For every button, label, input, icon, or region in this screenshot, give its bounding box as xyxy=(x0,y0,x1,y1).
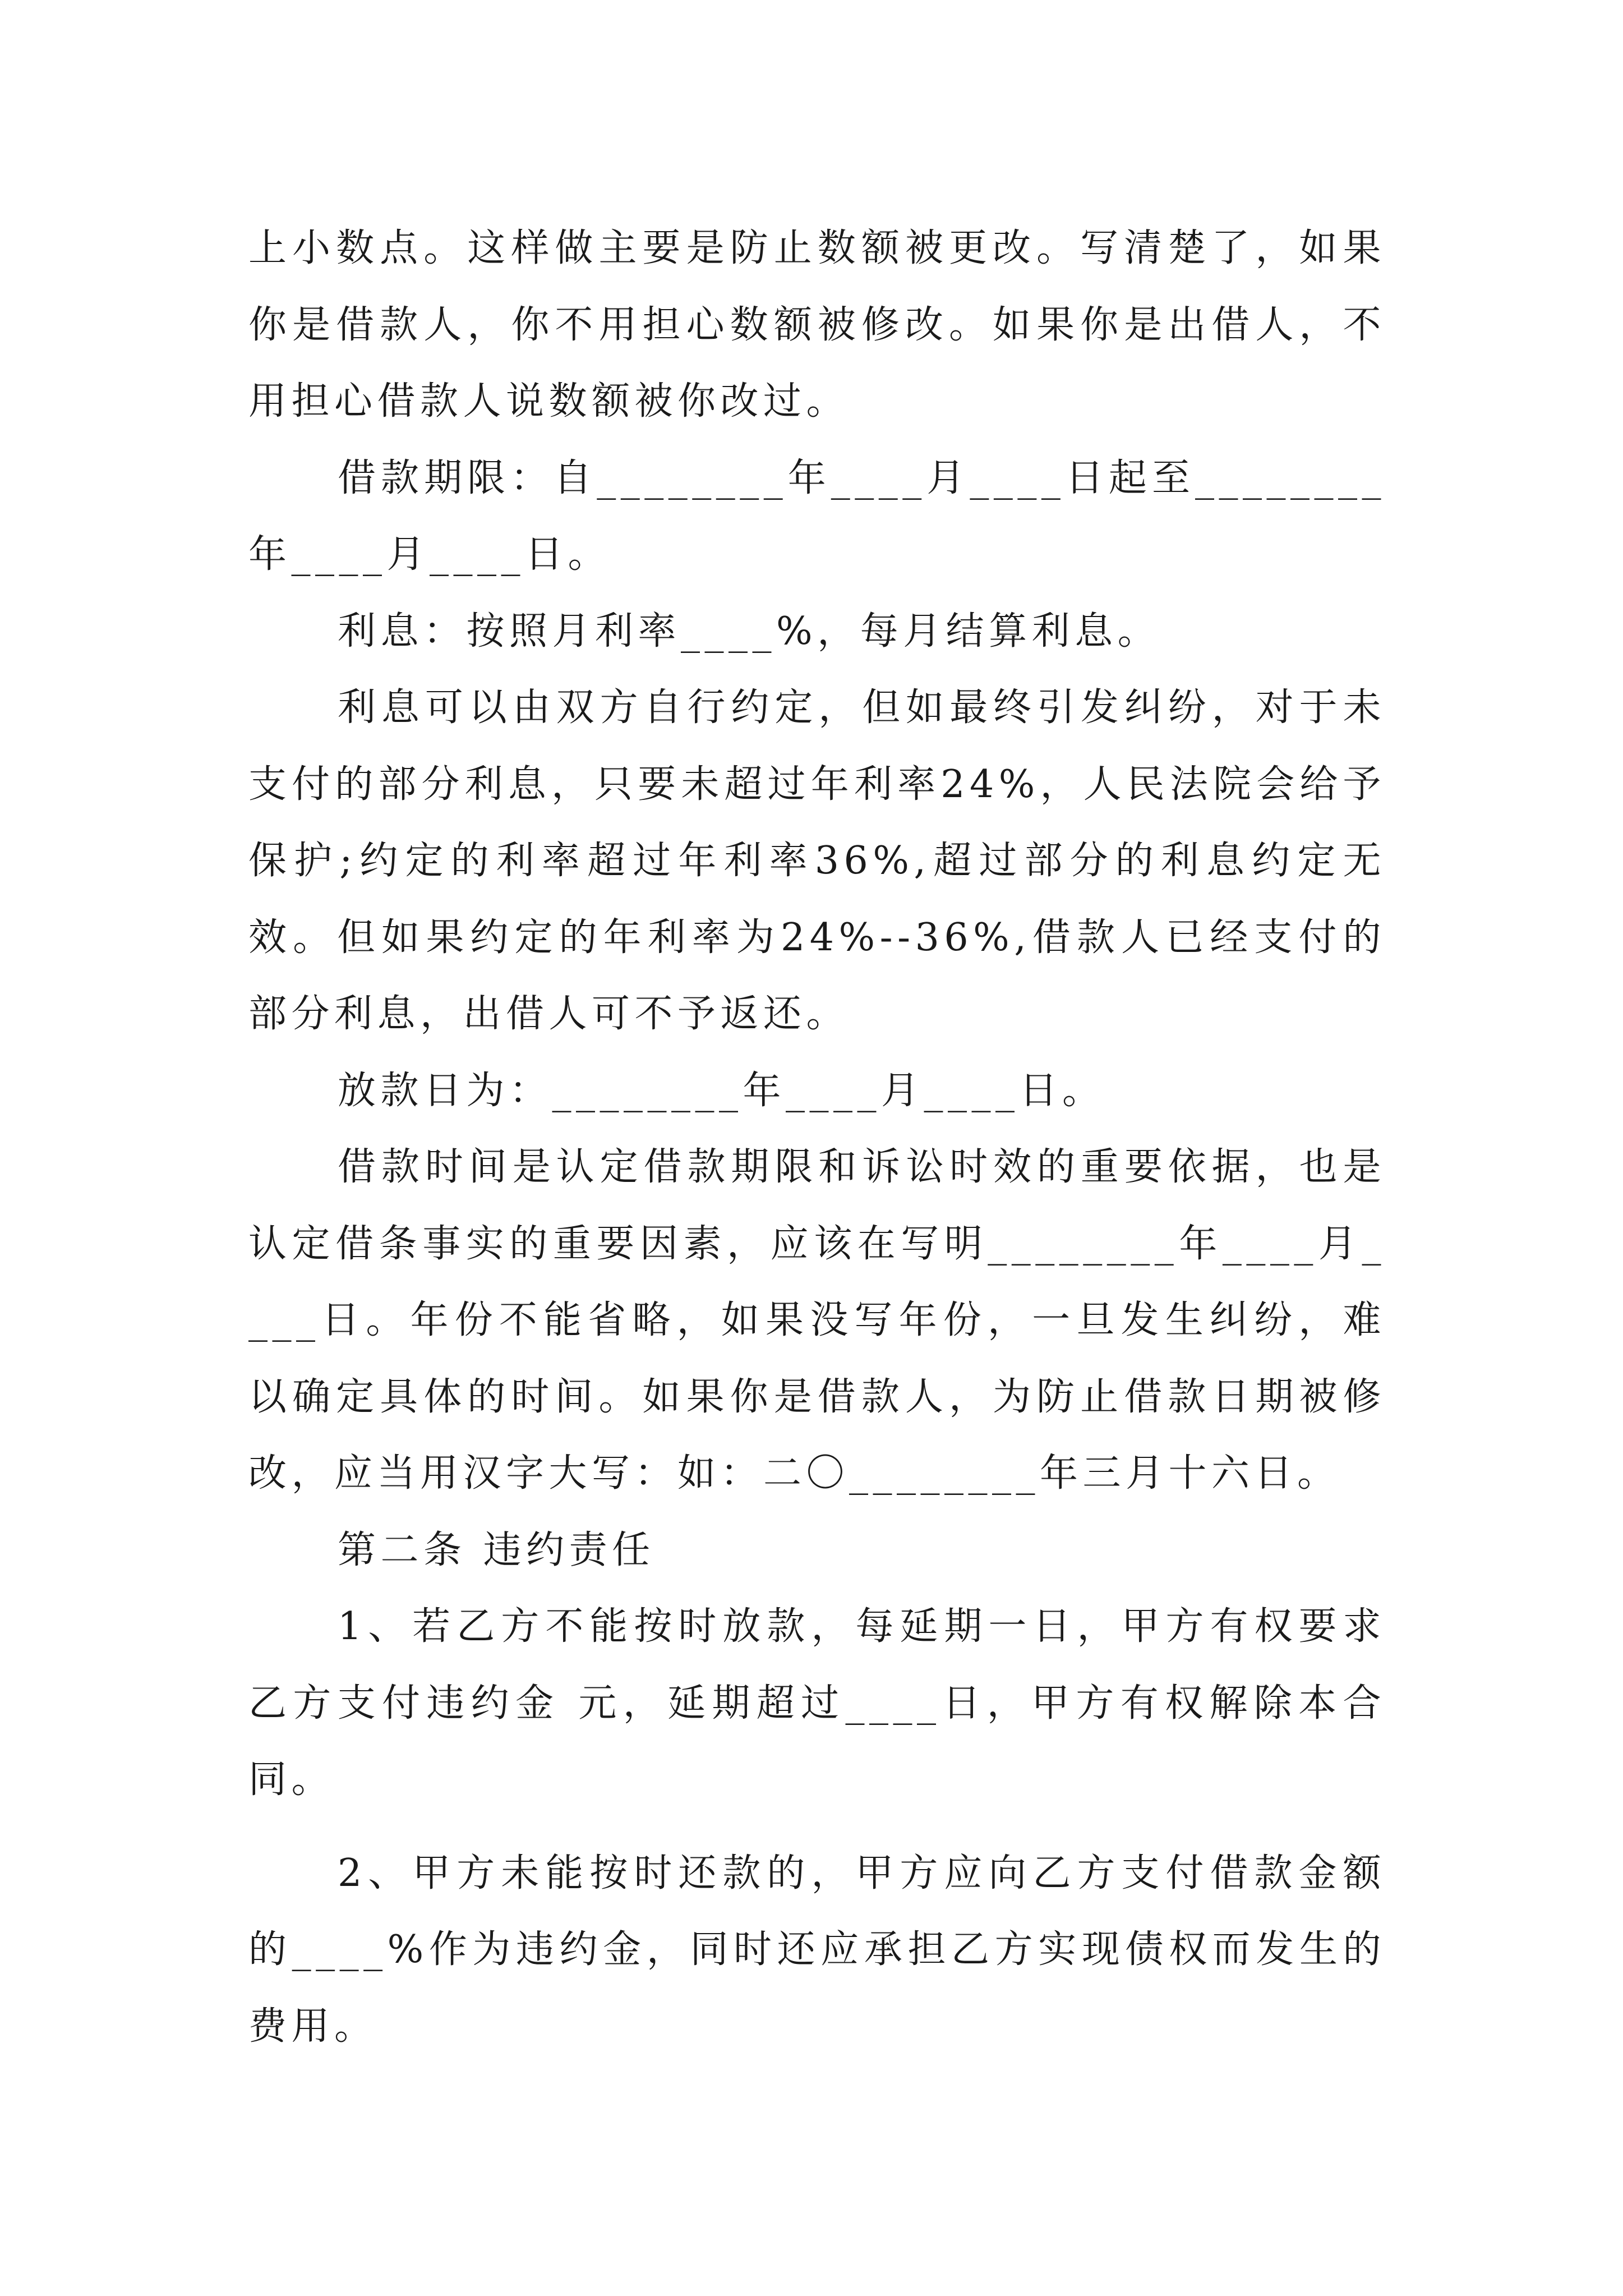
paragraph-clause-2: 2、甲方未能按时还款的，甲方应向乙方支付借款金额的____%作为违约金，同时还应承担乙方实现债权而发生的费用。 xyxy=(248,1851,1386,2049)
paragraph-interest-rate: 利息：按照月利率____%，每月结算利息。 xyxy=(338,609,1161,654)
paragraph-disbursement-date: 放款日为：________年____月____日。 xyxy=(338,1068,1105,1113)
paragraph-loan-term: 借款期限：自________年____月____日起至________年____月____日。 xyxy=(248,455,1386,577)
paragraph-interest-explanation: 利息可以由双方自行约定，但如最终引发纠纷，对于未支付的部分利息，只要未超过年利率24%，人民法院会给予保护;约定的利率超过年利率36%,超过部分的利息约定无效。但如果约定的年利率为24%--36%,借款人已经支付的部分利息，出借人可不予返还。 xyxy=(248,685,1386,1036)
paragraph-number-precision: 上小数点。这样做主要是防止数额被更改。写清楚了，如果你是借款人，你不用担心数额被修改。如果你是出借人，不用担心借款人说数额被你改过。 xyxy=(248,226,1386,424)
paragraph-loan-date-explanation: 借款时间是认定借款期限和诉讼时效的重要依据，也是认定借条事实的重要因素，应该在写明________年____月____日。年份不能省略，如果没写年份，一旦发生纠纷，难以确定具体的时间。如果你是借款人，为防止借款日期被修改，应当用汉字大写：如：二〇________年三月十六日。 xyxy=(248,1145,1386,1496)
section-heading-breach-liability: 第二条 违约责任 xyxy=(338,1527,655,1572)
paragraph-clause-1: 1、若乙方不能按时放款，每延期一日，甲方有权要求乙方支付违约金 元，延期超过____日，甲方有权解除本合同。 xyxy=(248,1604,1386,1802)
document-body xyxy=(248,210,1386,2065)
